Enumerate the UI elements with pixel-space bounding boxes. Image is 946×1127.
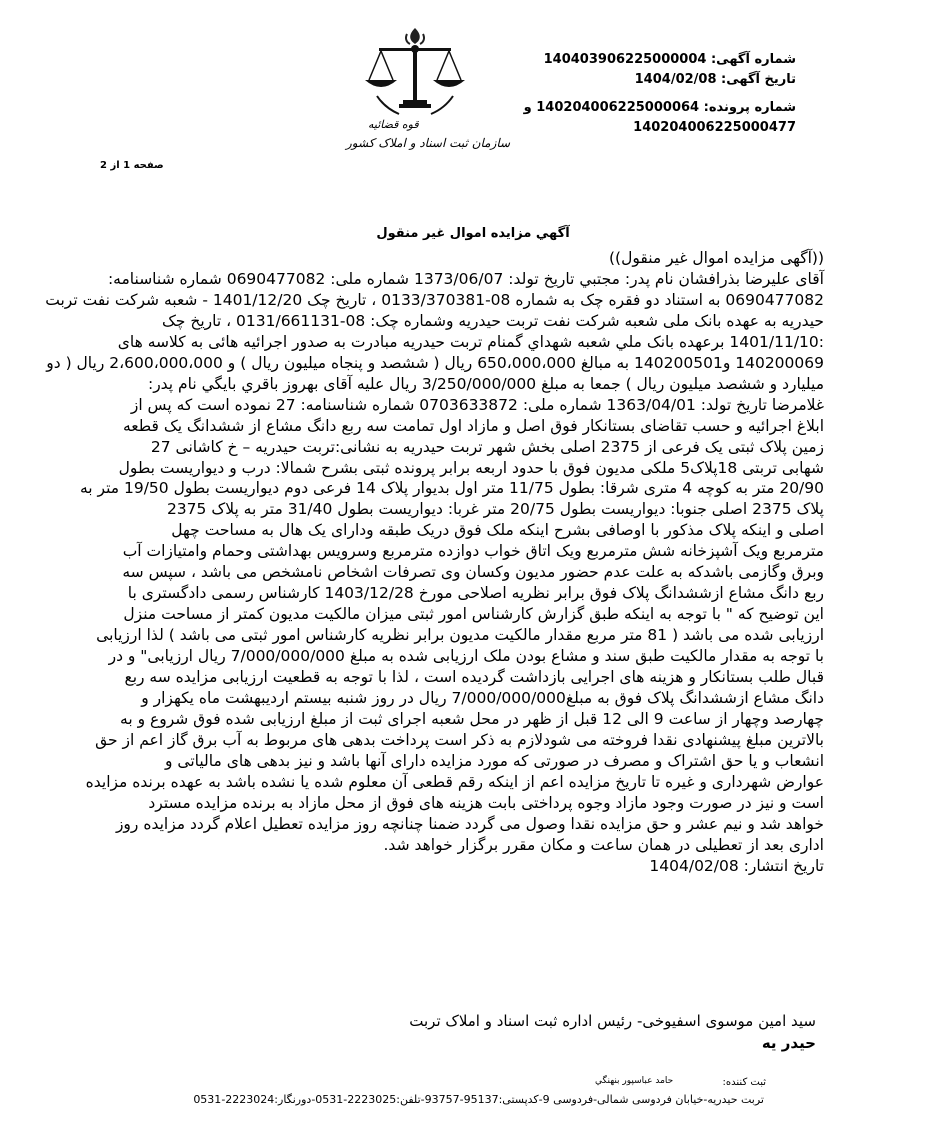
signatory-line: سید امین موسوی اسفیوخی- رئیس اداره ثبت اسناد و املاک تربت <box>409 1012 816 1030</box>
signatory-city: حیدر یه <box>761 1034 816 1052</box>
body-line: دانگ مشاع ازششدانگ پلاک فوق به مبلغ7/000/000/000 ریال در روز شنبه بیستم اردیبهشت ماه یکهزار و <box>141 689 824 708</box>
body-line: 20/90 متر به کوچه 4 متری شرقا: بطول 11/75 متر اول بدیوار پلاک 14 فرعی دوم دیواریست بطول 19/50 متر به <box>79 479 824 498</box>
body-line: آقای علیرضا بذرافشان نام پدر: مجتبي تاريخ تولد: 1373/06/07 شماره ملی: 0690477082 شماره شناسنامه: <box>107 269 824 288</box>
document-title: آگهي مزايده اموال غير منقول <box>376 226 570 241</box>
office-address: تربت حیدریه-خیابان فردوسی شمالی-فردوسی 9-کدپستی:95137-93757-تلفن:2223025-0531-دورنگار:2223024-0531 <box>193 1093 764 1106</box>
case-number-2: 140204006225000477 <box>633 120 796 135</box>
body-line: ((آگهی مزایده اموال غیر منقول)) <box>609 249 824 267</box>
body-line: 0690477082 به استناد دو فقره چک به شماره 08-0133/370381 ، تاریخ چک 1401/12/20 - شعبه شرکت نفت تربت <box>45 290 824 309</box>
body-line: حیدریه به عهده بانک ملی شعبه شرکت نفت تربت حیدریه وشماره چک: 08-0131/661131 ، تاریخ چک <box>161 311 824 330</box>
body-line: :1401/11/10 برعهده بانک ملي شعبه شهداي گمنام تربت حيدريه مبادرت به صدور اجرائیه هائی به کلاسه های <box>117 332 824 351</box>
body-line: ارزیابی شده می باشد ( 81 متر مربع مقدار مالکیت مدیون برابر نظریه کارشناس امور ثبتی می باشد ) لذا ارزیابی <box>96 626 824 645</box>
body-line: غلامرضا تاريخ تولد: 1363/04/01 شماره ملی: 0703633872 شماره شناسنامه: 27 نموده است که پس از <box>130 395 824 414</box>
body-line: این توضیح که " با توجه به اینکه طبق گزارش کارشناس امور ثبتی میزان مالکیت مدیون کمتر از مساحت منزل <box>123 605 824 624</box>
page-indicator: صفحه 1 از 2 <box>100 160 164 171</box>
body-line: با توجه به مقدار مالکیت طبق سند و مشاع بودن ملک ارزیابی شده به مبلغ 7/000/000/000 ریال ارزیابی" و در <box>108 647 824 666</box>
body-line: انشعاب و یا حق اشتراک و مصرف در صورتی که مورد مزایده دارای آنها باشد و نیز بدهی های مالیاتی و <box>165 751 824 770</box>
body-line: مترمربع ویک آشپزخانه شش مترمربع ویک اتاق خواب دوازده مترمربع وسرویس بهداشتی وحمام وامتیازات آب <box>122 542 824 561</box>
body-line: عوارض شهرداری و غیره تا تاریخ مزایده اعم از اینکه رقم قطعی آن معلوم شده یا نشده باشد به عهده برنده مزایده <box>85 772 824 791</box>
body-line: پلاک 2375 اصلی جنوبا: دیواریست بطول 20/75 متر غربا: دیواریست بطول 31/40 متر به پلاک 2375 <box>166 500 824 519</box>
body-line: چهارصد وچهار از ساعت 9 الی 12 قبل از ظهر در محل شعبه اجرای ثبت از مبلغ ارزیابی شده فوق شروع و به <box>120 709 824 728</box>
body-line: خواهد شد و نیم عشر و حق مزایده نقدا وصول می گردد ضمنا چنانچه روز مزایده تعطیل اعلام گردد مزایده روز <box>115 814 824 833</box>
body-line: 140200069 و140200501 به مبالغ 650،000،000 ريال ( ششصد و پنجاه ميليون ريال ) و 2،600،000،000 ريال ( دو <box>46 353 824 372</box>
registrar-name: حامد عباسپور بنهنگي <box>595 1076 674 1086</box>
body-line: بالاترین مبلغ پیشنهادی نقدا فروخته می شودلازم به ذکر است پرداخت بدهی های مربوط به آب برق گاز اعم از حق <box>95 730 824 749</box>
logo-caption-judiciary: قوه قضائیه <box>368 118 419 131</box>
body-line: میلیارد و ششصد میلیون ریال ) جمعا به مبلغ 3/250/000/000 ريال عليه آقای بهروز باقري بايگي نام پدر: <box>147 374 824 393</box>
ad-number: شماره آگهی: 140403906225000004 <box>543 52 796 67</box>
body-line: ابلاغ اجرائیه و حسب تقاضای بستانکار فوق اصل و مازاد اول تمامت سه ربع دانگ مشاع از ششدانگ یک قطعه <box>122 416 824 435</box>
scales-of-justice-icon <box>355 22 475 122</box>
body-line: وبرق وگازمی باشدکه به علت عدم حضور مدیون وکسان وی تصرفات اشخاص نامشخص می باشد ، سپس سه <box>122 563 824 582</box>
body-line: قبال طلب بستانکار و هزینه های اجرایی بازداشت گردیده است ، لذا با توجه به قطعیت ارزیابی مزایده سه ربع <box>124 668 824 687</box>
body-line: ربع دانگ مشاع ازششدانگ پلاک فوق برابر نظریه اصلاحی مورخ 1403/12/28 کارشناس رسمی دادگستری با <box>127 584 824 603</box>
ad-date: تاریخ آگهی: 1404/02/08 <box>634 72 796 87</box>
body-line: تاریخ انتشار: 1404/02/08 <box>649 856 824 875</box>
body-line: شهابی تربتی 18پلاک5 ملکی مدیون فوق با حدود اربعه برابر پرونده ثبتی بشرح شمالا: درب و دیواریست بطول <box>118 458 824 477</box>
case-number: شماره پرونده: 140204006225000064 و <box>523 100 796 115</box>
registrar-label: ثبت کننده: <box>722 1077 766 1088</box>
body-line: اصلی و اینکه پلاک مذکور با اوصافی بشرح اینکه ملک فوق دریک طبقه ودارای یک هال به مساحت چهل <box>171 521 824 540</box>
body-line: است و نیز در صورت وجود مازاد وجوه پرداختی بابت هزینه های فوق از محل مازاد به برنده مزایده مسترد <box>148 793 824 812</box>
body-line: زمین پلاک ثبتی یک فرعی از 2375 اصلی بخش شهر تربت حیدریه به نشانی:تربت حیدریه – خ کاشانی 27 <box>150 437 824 456</box>
signature-block <box>316 1010 816 1054</box>
logo-caption-organization: سازمان ثبت اسناد و املاک کشور <box>346 136 511 150</box>
body-line: اداری بعد از تعطیلی در همان ساعت و مکان مقرر برگزار خواهد شد. <box>383 835 824 854</box>
notice-body <box>12 248 824 877</box>
